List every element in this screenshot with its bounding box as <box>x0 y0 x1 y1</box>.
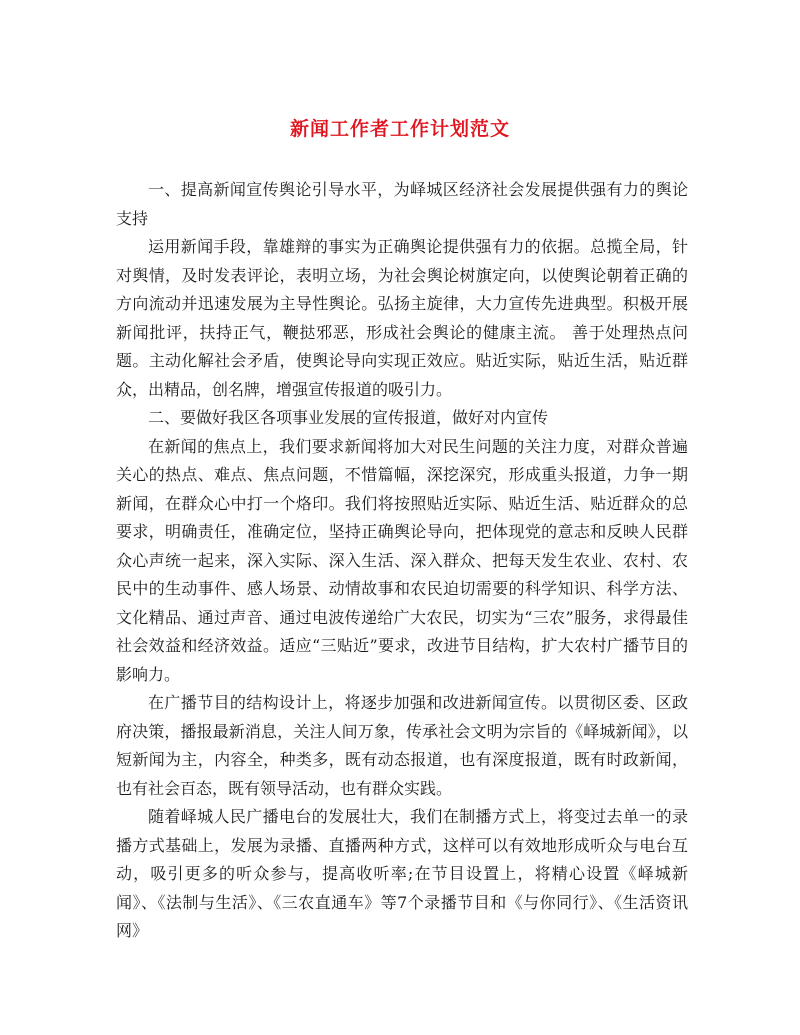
section-heading-1: 一、提高新闻宣传舆论引导水平，为峄城区经济社会发展提供强有力的舆论支持 <box>116 180 688 228</box>
paragraph: 运用新闻手段，靠雄辩的事实为正确舆论提供强有力的依据。总揽全局，针对舆情，及时发表评论，表明立场，为社会舆论树旗定向，以使舆论朝着正确的方向流动并迅速发展为主导性舆论。弘扬主旋律，大力宣传先进典型。积极开展新闻批评，扶持正气，鞭挞邪恶，形成社会舆论的健康主流。 善于处理热点问题。主动化解社会矛盾，使舆论导向实现正效应。贴近实际，贴近生活，贴近群众，出精品，创名牌，增强宣传报道的吸引力。 <box>116 237 688 399</box>
section-heading-2: 二、要做好我区各项事业发展的宣传报道，做好对内宣传 <box>148 408 549 427</box>
paragraph: 随着峄城人民广播电台的发展壮大，我们在制播方式上，将变过去单一的录播方式基础上，发展为录播、直播两种方式，这样可以有效地形成听众与电台互动，吸引更多的听众参与，提高收听率;在节目设置上，将精心设置《峄城新闻》、《法制与生活》、《三农直通车》等7个录播节目和《与你同行》、《生活资讯网》 <box>116 807 688 940</box>
paragraph: 在新闻的焦点上，我们要求新闻将加大对民生问题的关注力度，对群众普遍关心的热点、难点、焦点问题，不惜篇幅，深挖深究，形成重头报道，力争一期新闻，在群众心中打一个烙印。我们将按照贴近实际、贴近生活、贴近群众的总要求，明确责任，准确定位，坚持正确舆论导向，把体现党的意志和反映人民群众心声统一起来，深入实际、深入生活、深入群众、把每天发生农业、农村、农民中的生动事件、感人场景、动情故事和农民迫切需要的科学知识、科学方法、文化精品、通过声音、通过电波传递给广大农民，切实为“三农”服务，求得最佳社会效益和经济效益。适应“三贴近”要求，改进节目结构，扩大农村广播节目的影响力。 <box>116 436 688 684</box>
document-body <box>116 176 688 946</box>
paragraph: 在广播节目的结构设计上，将逐步加强和改进新闻宣传。以贯彻区委、区政府决策，播报最新消息，关注人间万象，传承社会文明为宗旨的《峄城新闻》，以短新闻为主，内容全，种类多，既有动态报道，也有深度报道，既有时政新闻，也有社会百态，既有领导活动，也有群众实践。 <box>116 693 688 798</box>
document-title: 新闻工作者工作计划范文 <box>289 118 510 140</box>
